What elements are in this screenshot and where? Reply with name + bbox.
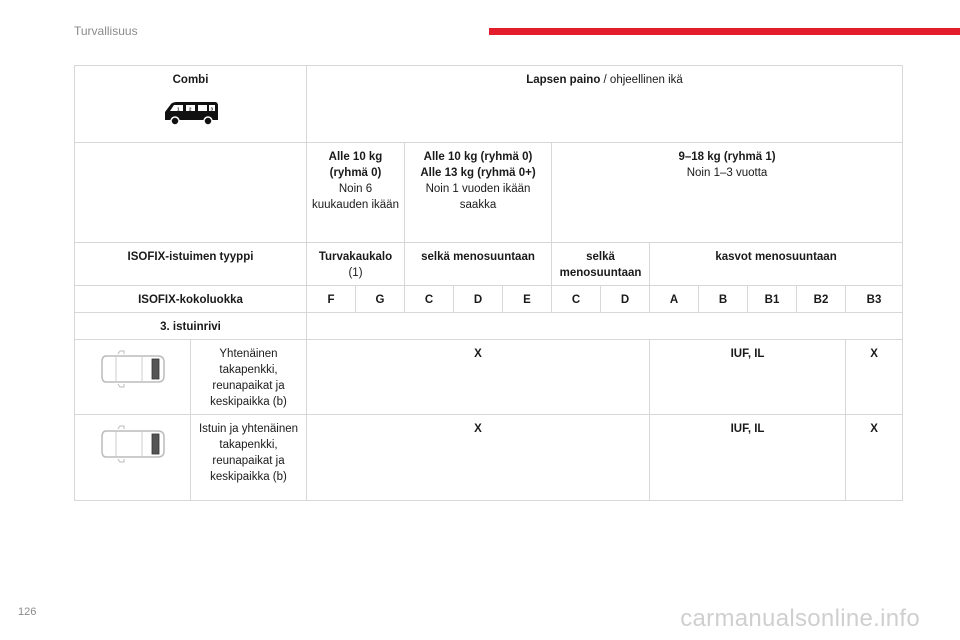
type-carrycot-note: (1)	[348, 267, 363, 279]
row2-value-1: X	[307, 415, 650, 501]
section-title: Turvallisuus	[74, 24, 138, 38]
group1-cell	[552, 143, 903, 243]
svg-text:3: 3	[210, 106, 213, 112]
isofix-table	[74, 65, 903, 501]
size-class: C	[552, 286, 601, 313]
row2-value-2: IUF, IL	[650, 415, 846, 501]
type-carrycot: Turvakaukalo	[318, 251, 393, 263]
empty-cell	[307, 313, 903, 340]
size-class-label: ISOFIX-kokoluokka	[75, 286, 307, 313]
row3-label: 3. istuinrivi	[75, 313, 307, 340]
weight-header-rest: / ohjeellinen ikä	[600, 74, 683, 86]
size-class: D	[454, 286, 503, 313]
size-class: B	[699, 286, 748, 313]
row2-description: Istuin ja yhtenäinen takapenkki, reunapaikat ja keskipaikka (b)	[191, 415, 307, 501]
row1-value-2: IUF, IL	[650, 340, 846, 415]
type-forward-facing: kasvot menosuuntaan	[650, 243, 903, 286]
group1-age: Noin 1–3 vuotta	[686, 167, 768, 179]
group0-cell	[307, 143, 405, 243]
group0plus-age: Noin 1 vuoden ikään saakka	[425, 183, 531, 211]
weight-header-bold: Lapsen paino	[526, 74, 601, 86]
type-rear-facing-1: selkä menosuuntaan	[405, 243, 552, 286]
seat-layout-icon	[98, 350, 168, 388]
type-carrycot-cell	[307, 243, 405, 286]
header-accent-bar	[489, 28, 960, 35]
size-class: A	[650, 286, 699, 313]
weight-header	[307, 66, 903, 143]
group0-weight: Alle 10 kg (ryhmä 0)	[328, 151, 383, 179]
size-class: C	[405, 286, 454, 313]
svg-text:1: 1	[176, 106, 180, 112]
group0plus-weight-1: Alle 10 kg (ryhmä 0)	[423, 151, 533, 163]
size-class: E	[503, 286, 552, 313]
size-class: B2	[797, 286, 846, 313]
size-class: F	[307, 286, 356, 313]
size-class: B1	[748, 286, 797, 313]
vehicle-label: Combi	[172, 74, 209, 86]
row1-value-3: X	[846, 340, 903, 415]
page-number: 126	[18, 606, 37, 618]
group0plus-cell	[405, 143, 552, 243]
vehicle-cell	[75, 66, 307, 143]
size-class: G	[356, 286, 405, 313]
size-class: B3	[846, 286, 903, 313]
svg-text:2: 2	[188, 106, 192, 112]
watermark: carmanualsonline.info	[680, 605, 920, 632]
group1-weight: 9–18 kg (ryhmä 1)	[678, 151, 776, 163]
seat-diagram-cell	[75, 415, 191, 501]
seat-layout-icon	[98, 425, 168, 463]
empty-cell	[75, 143, 307, 243]
group0plus-weight-2: Alle 13 kg (ryhmä 0+)	[420, 167, 536, 179]
row1-description: Yhtenäinen takapenkki, reunapaikat ja keskipaikka (b)	[191, 340, 307, 415]
row2-value-3: X	[846, 415, 903, 501]
group0-age: Noin 6 kuukauden ikään	[312, 183, 399, 211]
size-class: D	[601, 286, 650, 313]
seat-diagram-cell	[75, 340, 191, 415]
type-rear-facing-2: selkä menosuuntaan	[552, 243, 650, 286]
isofix-type-label: ISOFIX-istuimen tyyppi	[75, 243, 307, 286]
row1-value-1: X	[307, 340, 650, 415]
combi-van-icon	[161, 98, 221, 128]
